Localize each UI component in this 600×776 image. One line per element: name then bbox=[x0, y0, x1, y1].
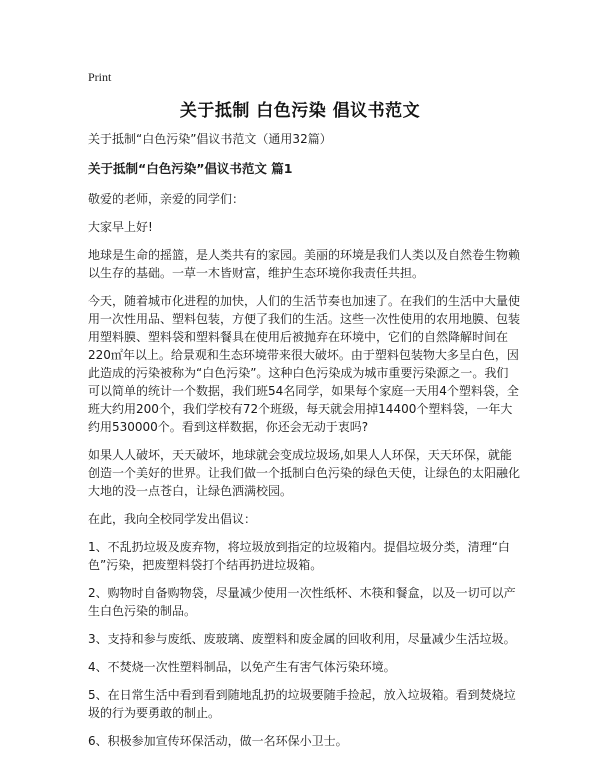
proposal-item: 4、不焚烧一次性塑料制品，以免产生有害气体污染环境。 bbox=[88, 660, 396, 674]
document-subtitle: 关于抵制“白色污染”倡议书范文（通用32篇） bbox=[88, 132, 332, 146]
print-label[interactable]: Print bbox=[88, 70, 112, 84]
paragraph: 地球是生命的摇篮，是人类共有的家园。美丽的环境是我们人类以及自然卷生物赖以生存的基础。一草一木皆财富，维护生态环境你我责任共担。 bbox=[88, 248, 521, 280]
proposal-item: 1、不乱扔垃圾及废弃物，将垃圾放到指定的垃圾箱内。提倡垃圾分类，清理“白色”污染，把废塑料袋打个结再扔进垃圾箱。 bbox=[88, 540, 510, 572]
salutation: 大家早上好! bbox=[88, 220, 153, 234]
paragraph: 今天，随着城市化进程的加快，人们的生活节奏也加速了。在我们的生活中大量使用一次性用品、塑料包装，方便了我们的生活。这些一次性使用的农用地膜、包装用塑料膜、塑料袋和塑料餐具在使用后被抛弃在环境中，它们的自然降解时间在220㎡年以上。给景观和生态环境带来很大破坏。由于塑料包装物大多呈白色，因此造成的污染被称为“白色污染”。这种白色污染成为城市重要污染源之一。我们可以简单的统计一个数据，我们班54名同学，如果每个家庭一天用4个塑料袋，全班大约用200个，我们学校有72个班级，每天就会用掉14400个塑料袋，一年大约用530000个。看到这样数据，你还会无动于衷吗? bbox=[88, 294, 521, 434]
proposal-item: 6、积极参加宣传环保活动，做一名环保小卫士。 bbox=[88, 734, 348, 748]
section-heading: 关于抵制“白色污染”倡议书范文 篇1 bbox=[88, 161, 293, 176]
proposal-item: 3、支持和参与废纸、废玻璃、废塑料和废金属的回收利用，尽量减少生活垃圾。 bbox=[88, 632, 516, 646]
proposal-item: 5、在日常生活中看到看到随地乱扔的垃圾要随手捡起，放入垃圾箱。看到焚烧垃圾的行为要勇敢的制止。 bbox=[88, 688, 516, 720]
proposal-item: 2、购物时自备购物袋，尽量减少使用一次性纸杯、木筷和餐盒，以及一切可以产生白色污染的制品。 bbox=[88, 586, 516, 618]
greeting: 敬爱的老师，亲爱的同学们： bbox=[88, 192, 245, 206]
document-body bbox=[88, 130, 520, 760]
document-title: 关于抵制 白色污染 倡议书范文 bbox=[179, 101, 421, 121]
paragraph: 在此，我向全校同学发出倡议： bbox=[88, 512, 257, 526]
paragraph: 如果人人破坏，天天破坏，地球就会变成垃圾场,如果人人环保，天天环保，就能创造一个美好的世界。让我们做一个抵制白色污染的绿色天使，让绿色的太阳融化大地的没一点苍白，让绿色洒满校园。 bbox=[88, 448, 521, 498]
